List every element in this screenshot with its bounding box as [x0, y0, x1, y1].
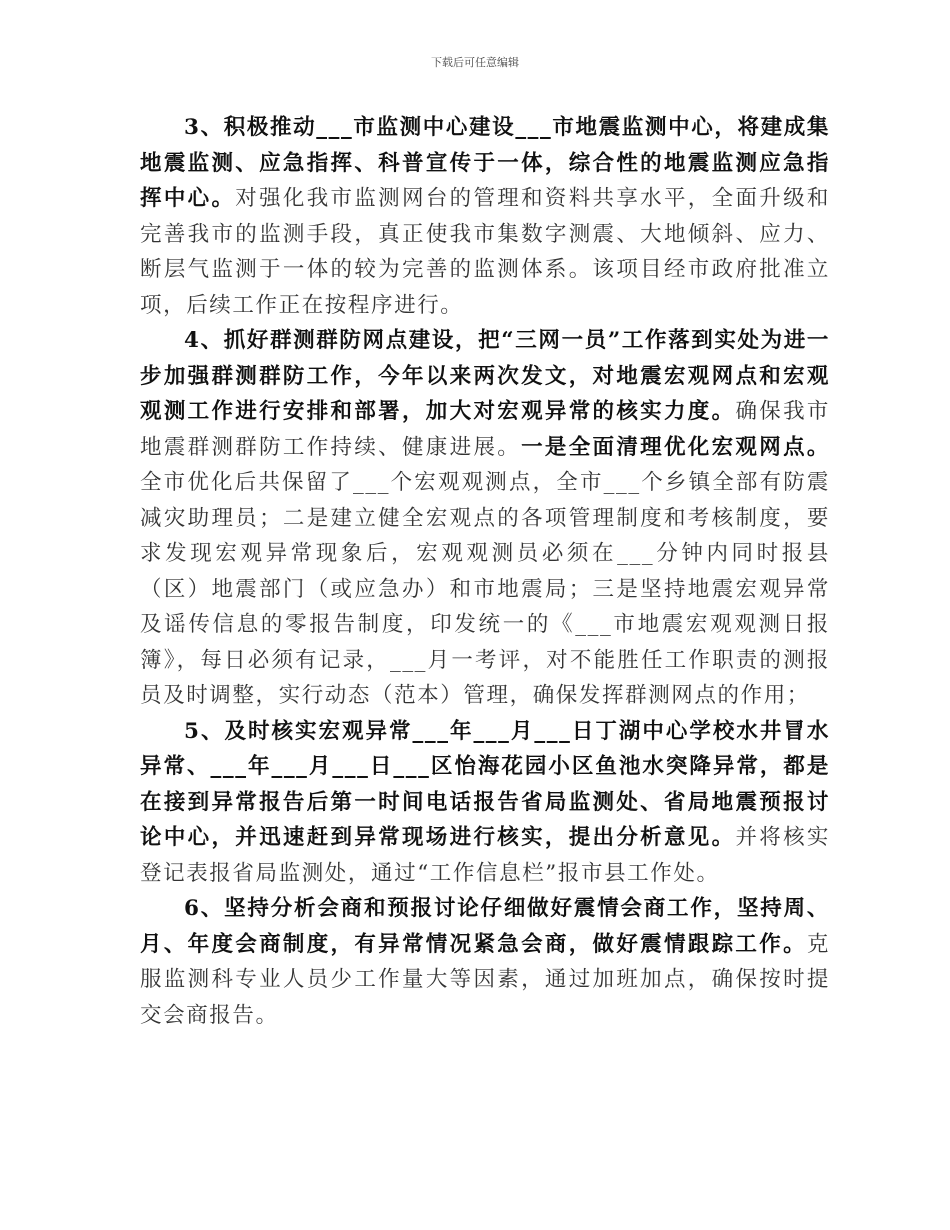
- page-header: 下载后可任意编辑: [431, 56, 519, 69]
- paragraph-4-heading: 4、抓好群测群防网点建设，把“三网一员”工作落到实处为进一步加强群测群防工作，今年以来两次发文，对地震宏观网点和宏观观测工作进行安排和部署，加大对宏观异常的核实力度。: [140, 328, 830, 424]
- paragraph-5-heading: 5、及时核实宏观异常___年___月___日丁湖中心学校水井冒水异常、___年___月___日___区怡海花园小区鱼池水突降异常，都是在接到异常报告后第一时间电话报告省局监测处、省局地震预报讨论中心，并迅速赶到异常现场进行核实，提出分析意见。: [140, 718, 830, 850]
- paragraph-6: [140, 891, 830, 1033]
- paragraph-5-text: 并将核实登记表报省局监测处，通过“工作信息栏”报市县工作处。: [140, 825, 830, 886]
- paragraph-4: [140, 323, 830, 714]
- paragraph-6-heading: 6、坚持分析会商和预报讨论仔细做好震情会商工作，坚持周、月、年度会商制度，有异常情况紧急会商，做好震情跟踪工作。: [140, 896, 830, 957]
- paragraph-4-text: 确保我市地震群测群防工作持续、健康进展。: [140, 399, 830, 460]
- paragraph-3-heading: 3、积极推动___市监测中心建设___市地震监测中心，将建成集地震监测、应急指挥、科普宣传于一体，综合性的地震监测应急指挥中心。: [140, 115, 830, 211]
- paragraph-4-text-2: 全市优化后共保留了___个宏观观测点，全市___个乡镇全部有防震减灾助理员；二是建立健全宏观点的各项管理制度和考核制度，要求发现宏观异常现象后，宏观观测员必须在___分钟内同时报县（区）地震部门（或应急办）和市地震局；三是坚持地震宏观异常及谣传信息的零报告制度，印发统一的《___市地震宏观观测日报簿》，每日必须有记录，___月一考评，对不能胜任工作职责的测报员及时调整，实行动态（范本）管理，确保发挥群测网点的作用；: [140, 470, 830, 708]
- paragraph-3-text: 对强化我市监测网台的管理和资料共享水平，全面升级和完善我市的监测手段，真正使我市集数字测震、大地倾斜、应力、断层气监测于一体的较为完善的监测体系。该项目经市政府批准立项，后续工作正在按程序进行。: [140, 186, 830, 318]
- paragraph-4-subheading: 一是全面清理优化宏观网点。: [521, 434, 830, 460]
- paragraph-3: [140, 110, 830, 323]
- paragraph-6-text: 克服监测科专业人员少工作量大等因素，通过加班加点，确保按时提交会商报告。: [140, 931, 830, 1028]
- paragraph-5: [140, 714, 830, 892]
- document-body: [140, 110, 830, 1033]
